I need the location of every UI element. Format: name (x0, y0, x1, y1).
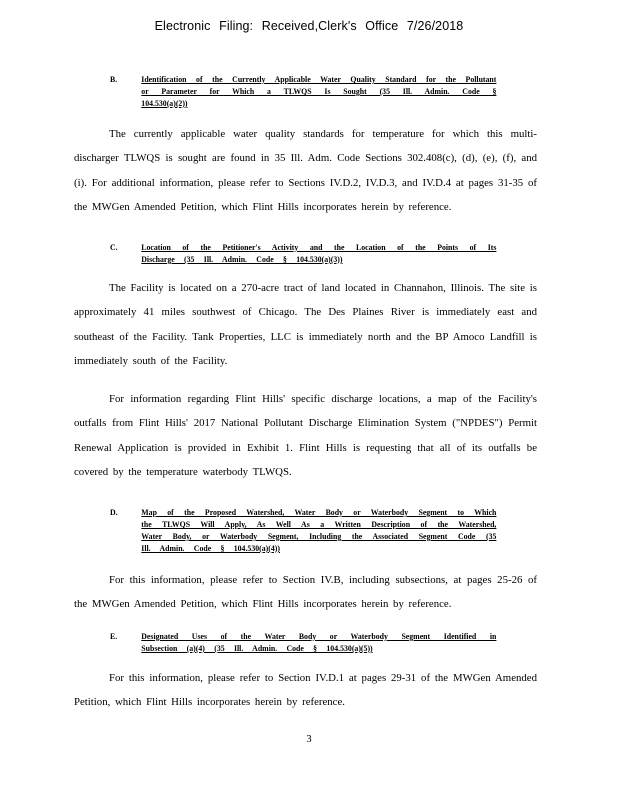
section-heading-d (110, 506, 496, 554)
section-heading-e (110, 630, 496, 654)
paragraph-e: For this information, please refer to Section IV.D.1 at pages 29-31 of the MWGen Amended Petition, which Flint Hills incorporates herein by reference. (74, 672, 537, 709)
section-letter: D. (110, 507, 118, 517)
electronic-filing-header: Electronic Filing: Received,Clerk's Office 7/26/2018 (154, 19, 464, 33)
section-heading-c (110, 241, 496, 265)
section-title: Identification of the Currently Applicable Water Quality Standard for the Pollutant or Parameter for Which a TLWQS Is Sought (35 Ill. Admin. Code § 104.530(a)(2)) (141, 74, 497, 108)
section-letter: C. (110, 242, 118, 252)
section-letter: B. (110, 74, 118, 84)
paragraph-b: The currently applicable water quality standards for temperature for which this multi-discharger TLWQS is sought are found in 35 Ill. Adm. Code Sections 302.408(c), (d), (e), (f), and (i). For additional information, please refer to Sections IV.D.2, IV.D.3, and IV.D.4 at pages 31-35 of the MWGen Amended Petition, which Flint Hills incorporates herein by reference. (74, 128, 537, 214)
page-number: 3 (306, 734, 312, 745)
section-title: Map of the Proposed Watershed, Water Body or Waterbody Segment to Which the TLWQS Will Apply, As Well As a Written Description of the Watershed, Water Body, or Waterbody Segment, Including the Associated Segment Code (35 Ill. Admin. Code § 104.530(a)(4)) (141, 507, 497, 553)
section-heading-b (110, 73, 496, 109)
section-title: Location of the Petitioner's Activity and the Location of the Points of Its Discharge (35 Ill. Admin. Code § 104.530(a)(3)) (141, 242, 497, 264)
paragraph-d: For this information, please refer to Section IV.B, including subsections, at pages 25-26 of the MWGen Amended Petition, which Flint Hills incorporates herein by reference. (74, 574, 537, 611)
section-title: Designated Uses of the Water Body or Waterbody Segment Identified in Subsection (a)(4) (35 Ill. Admin. Code § 104.530(a)(5)) (141, 631, 497, 653)
section-letter: E. (110, 631, 118, 641)
paragraph-c-outfalls: For information regarding Flint Hills' specific discharge locations, a map of the Facility's outfalls from Flint Hills' 2017 National Pollutant Discharge Elimination System ("NPDES") Permit Renewal Application is provided in Exhibit 1. Flint Hills is requesting that all of its outfalls be covered by the temperature waterbody TLWQS. (74, 393, 537, 479)
paragraph-c-location: The Facility is located on a 270-acre tract of land located in Channahon, Illinois. The site is approximately 41 miles southwest of Chicago. The Des Plaines River is immediately east and southeast of the Facility. Tank Properties, LLC is immediately north and the BP Amoco Landfill is immediately south of the Facility. (74, 282, 537, 368)
